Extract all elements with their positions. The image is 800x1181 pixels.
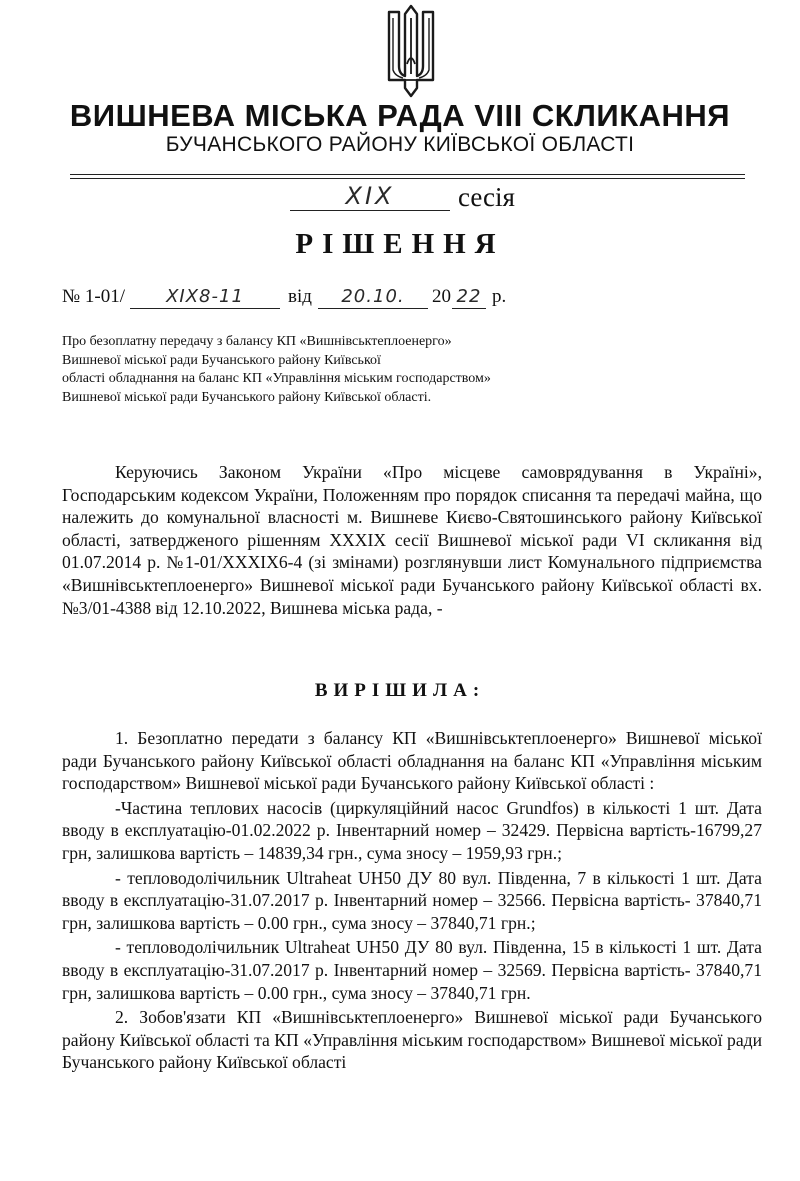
subject-line: області обладнання на баланс КП «Управління міським господарством» (62, 371, 491, 386)
decision-number-blank (130, 282, 280, 309)
decision-item-1-pump: -Частина теплових насосів (циркуляційний насос Grundfos) в кількості 1 шт. Дата вводу в експлуатацію-01.02.2022 р. Інвентарний номер – 32429. Первісна вартість-16799,27 грн, залишкова вартість – 14839,34 грн., сума зносу – 1959,93 грн.; (62, 797, 762, 863)
header-rule (70, 174, 745, 175)
trident-emblem-icon (383, 4, 439, 98)
decision-item-1-meter-15: - тепловодолічильник Ultraheat UH50 ДУ 80 вул. Південна, 15 в кількості 1 шт. Дата вводу в експлуатацію-31.07.2017 р. Інвентарний номер – 32569. Первісна вартість- 37840,71 грн, залишкова вартість – 0.00 грн., сума зносу – 37840,71 грн. (62, 937, 762, 1003)
decision-subject (62, 333, 582, 407)
session-number-blank (290, 180, 450, 211)
session-label: сесія (458, 182, 515, 212)
decision-year-blank (452, 282, 486, 309)
document-type-title: РІШЕННЯ (295, 228, 505, 260)
decision-date-blank (318, 282, 428, 309)
subject-line: Про безоплатну передачу з балансу КП «Вишнівськтеплоенерго» (62, 334, 452, 349)
decision-items (62, 727, 762, 1074)
decision-date-handwritten: 20.10. (341, 286, 405, 307)
header-rule-secondary (70, 178, 745, 179)
subject-line: Вишневої міської ради Бучанського району Київської області. (62, 389, 432, 405)
session-number: XIX (345, 182, 395, 210)
decision-date-prefix: від (288, 286, 312, 307)
decided-heading: ВИРІШИЛА: (314, 680, 486, 701)
decision-item-1: 1. Безоплатно передати з балансу КП «Вишнівськтеплоенерго» Вишневої міської ради Бучанського району Київської області обладнання на баланс КП «Управління міським господарством» Вишневої міської ради Бучанського району Київської області : (62, 728, 762, 794)
decision-number-handwritten: XIX8-11 (166, 286, 244, 307)
subject-line: Вишневої міської ради Бучанського району Київської (62, 352, 381, 368)
decision-number-line (62, 282, 762, 312)
decision-year-suffix: р. (492, 286, 507, 307)
council-district: БУЧАНСЬКОГО РАЙОНУ КИЇВСЬКОЇ ОБЛАСТІ (165, 133, 635, 156)
decision-year-handwritten: 22 (456, 286, 482, 307)
decision-year-prefix: 20 (432, 286, 451, 307)
decision-item-2: 2. Зобов'язати КП «Вишнівськтеплоенерго» Вишневої міської ради Бучанського району Київської області та КП «Управління міським господарством» Вишневої міської ради Бучанського району Київської області (62, 1007, 762, 1073)
preamble (62, 461, 762, 619)
decision-number-prefix: № 1-01/ (62, 286, 125, 307)
preamble-text: Керуючись Законом України «Про місцеве самоврядування в Україні», Господарським кодексом України, Положенням про порядок списання та передачі майна, що належить до комунальної власності м. Вишневе Києво-Святошинського району Київської області, затвердженого рішенням XXXIX сесії Вишневої міської ради VI скликання від 01.07.2014 р. №1-01/XXXIX6-4 (зі змінами) розглянувши лист Комунального підприємства «Вишнівськтеплоенерго» Вишневої міської ради Бучанського району Київської області вх. №3/01-4388 від 12.10.2022, Вишнева міська рада, - (62, 462, 762, 618)
decision-item-1-meter-7: - тепловодолічильник Ultraheat UH50 ДУ 80 вул. Південна, 7 в кількості 1 шт. Дата вводу в експлуатацію-31.07.2017 р. Інвентарний номер – 32566. Первісна вартість- 37840,71 грн, залишкова вартість – 0.00 грн., сума зносу – 37840,71 грн.; (62, 867, 762, 933)
session-line (290, 180, 590, 216)
council-title: ВИШНЕВА МІСЬКА РАДА VIII СКЛИКАННЯ (69, 98, 731, 133)
